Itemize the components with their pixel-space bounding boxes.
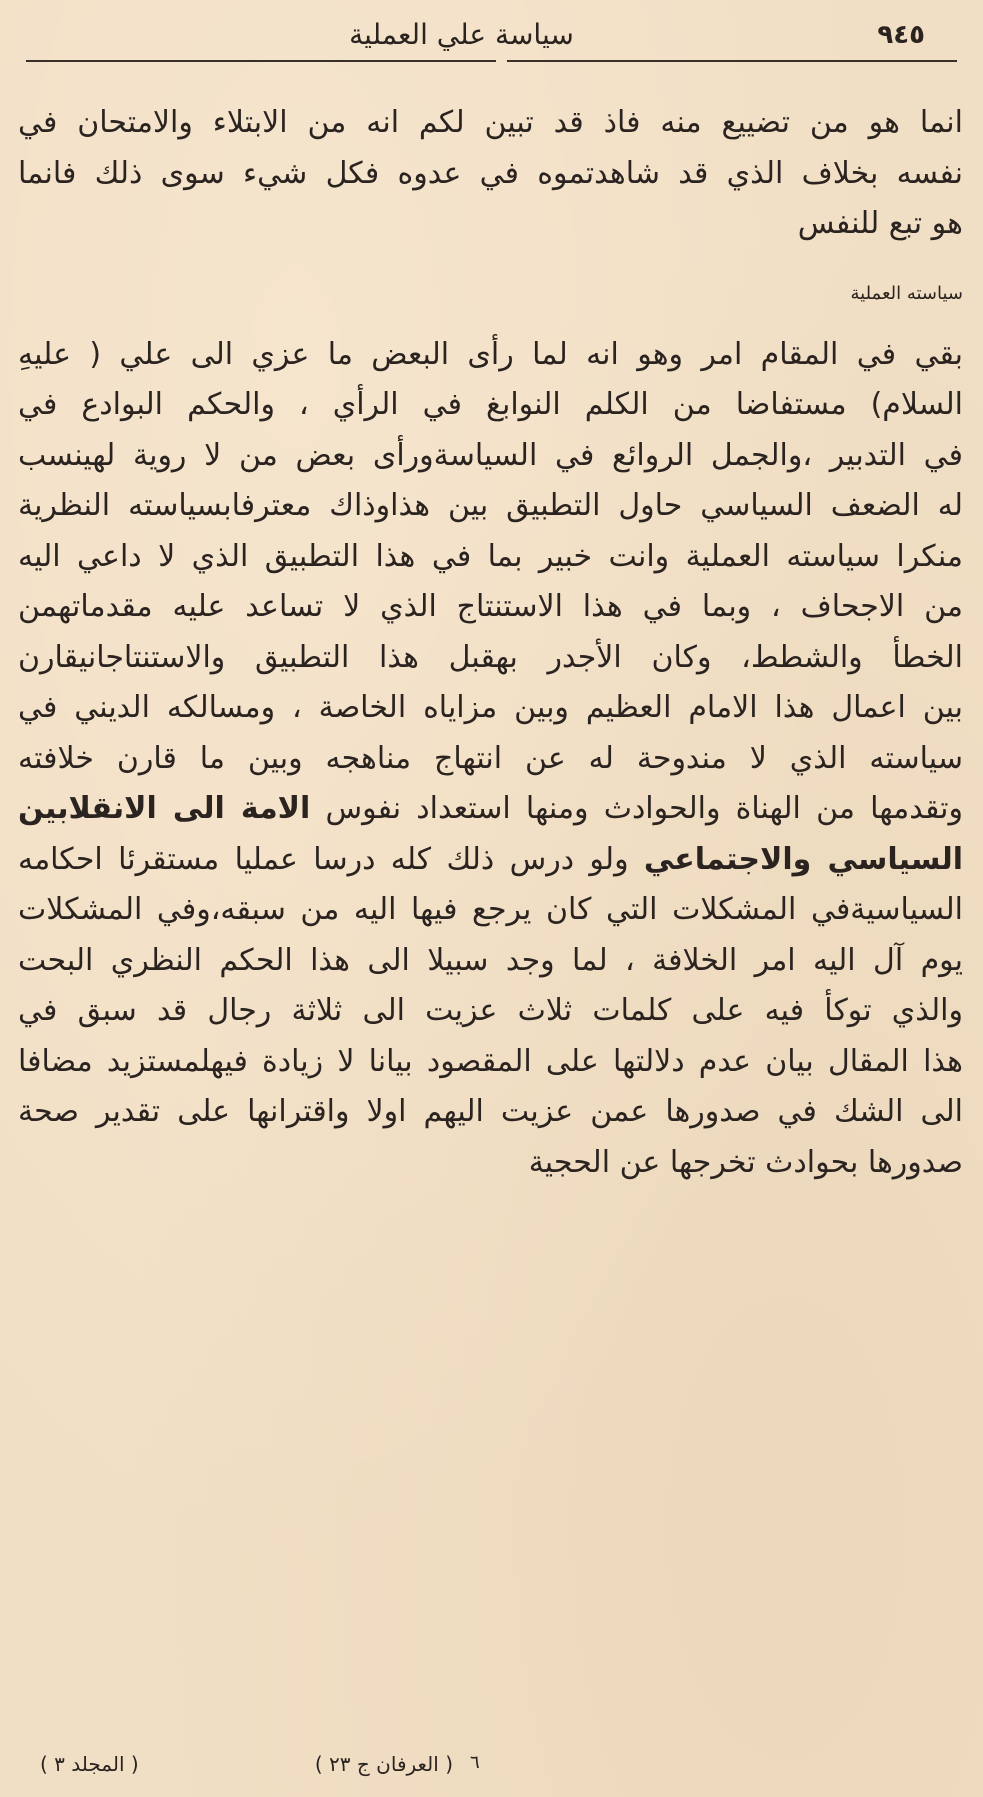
body-text bbox=[18, 98, 963, 1188]
section-subheading: سياسته العملية bbox=[850, 282, 963, 304]
page-number: ٩٤٥ bbox=[877, 20, 925, 50]
page-footer bbox=[0, 1752, 983, 1782]
text-line: نفسه بخلاف الذي قد شاهدتموه في عدوه فكل شيء سوى ذلك فانما bbox=[18, 155, 963, 191]
text-line: بين اعمال هذا الامام العظيم وبين مزاياه الخاصة ، ومسالكه الديني في bbox=[18, 690, 963, 725]
text-line: السياسي والاجتماعي ولو درس ذلك كله درسا عمليا مستقرئا احكامه bbox=[18, 841, 963, 877]
header-rule-left bbox=[26, 60, 496, 62]
text-line: صدورها بحوادث تخرجها عن الحجية bbox=[528, 1144, 963, 1180]
text-line: هو تبع للنفس bbox=[797, 206, 963, 241]
paragraph-1 bbox=[18, 98, 963, 250]
text-line: من الاجحاف ، وبما في هذا الاستنتاج الذي لا تساعد عليه مقدماتهمن bbox=[18, 589, 963, 624]
header-rule-right bbox=[507, 60, 957, 62]
text-line: انما هو من تضييع منه فاذ قد تبين لكم انه من الابتلاء والامتحان في bbox=[18, 105, 963, 140]
footer-volume: ( المجلد ٣ ) bbox=[40, 1752, 139, 1776]
text-line: الى الشك في صدورها عمن عزيت اليهم اولا واقترانها على تقدير صحة bbox=[18, 1094, 963, 1129]
footer-issue: ( العرفان ج ٢٣ ) bbox=[314, 1752, 453, 1776]
text-line: هذا المقال بيان عدم دلالتها على المقصود بيانا لا زيادة فيهلمستزيد مضافا bbox=[18, 1043, 963, 1079]
text-line: السياسيةفي المشكلات التي كان يرجع فيها اليه من سبقه،وفي المشكلات bbox=[18, 892, 963, 927]
text-line: بقي في المقام امر وهو انه لما رأى البعض ما عزي الى علي ( عليهِ bbox=[18, 336, 963, 372]
footer-signature-mark: ٦ bbox=[470, 1752, 480, 1773]
text-line: سياسته الذي لا مندوحة له عن انتهاج مناهجه وبين ما قارن خلافته bbox=[18, 740, 963, 776]
running-title: سياسة علي العملية bbox=[349, 18, 574, 51]
bold-phrase: السياسي والاجتماعي bbox=[643, 841, 963, 877]
page-header bbox=[26, 18, 957, 64]
text-line: وتقدمها من الهناة والحوادث ومنها استعداد نفوس الامة الى الانقلابين bbox=[18, 791, 963, 826]
text-line: له الضعف السياسي حاول التطبيق بين هذاوذاك معترفابسياسته النظرية bbox=[18, 488, 963, 523]
bold-phrase: الامة الى الانقلابين bbox=[18, 791, 311, 826]
text-line: السلام) مستفاضا من الكلم النوابغ في الرأي ، والحكم البوادع في bbox=[18, 387, 963, 422]
text-line: يوم آل اليه امر الخلافة ، لما وجد سبيلا الى هذا الحكم النظري البحت bbox=[18, 942, 963, 978]
text-line: والذي توكأ فيه على كلمات ثلاث عزيت الى ثلاثة رجال قد سبق في bbox=[18, 993, 963, 1028]
text-line: الخطأ والشطط، وكان الأجدر بهقبل هذا التطبيق والاستنتاجانيقارن bbox=[18, 639, 963, 675]
paragraph-2 bbox=[18, 330, 963, 1189]
text-line: في التدبير ،والجمل الروائع في السياسةورأى بعض من لا روية لهينسب bbox=[18, 437, 963, 473]
text-line: منكرا سياسته العملية وانت خبير بما في هذا التطبيق الذي لا داعي اليه bbox=[18, 538, 963, 574]
